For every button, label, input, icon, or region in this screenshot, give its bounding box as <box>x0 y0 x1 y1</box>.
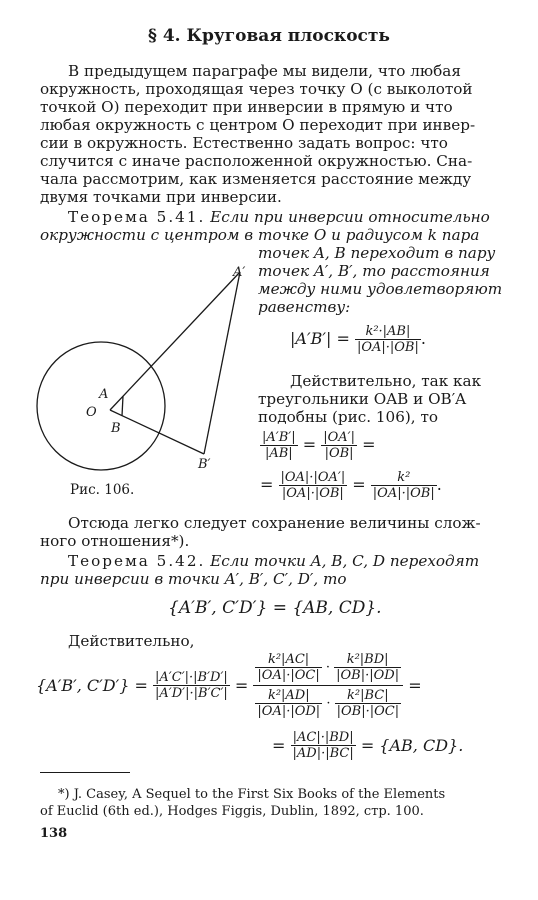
theorem-1-text-3: точек A, B переходит в пару <box>258 244 496 262</box>
figure-106-caption: Рис. 106. <box>70 482 135 498</box>
formula-1-end: . <box>420 329 426 348</box>
intro-line-5: сии в окружность. Естественно задать вопрос: что <box>40 134 448 152</box>
theorem-1-text-6: равенству: <box>258 298 351 316</box>
formula-cross-ratio-invariance: {A′B′, C′D′} = {AB, CD}. <box>168 598 382 618</box>
theorem-2-first-line <box>68 552 479 570</box>
formula-3-b-num: k²|BD| <box>334 652 401 668</box>
ray-o-a <box>110 272 240 410</box>
proof-1-eq-4: = <box>352 475 366 494</box>
theorem-2-label: Теорема 5.42. <box>68 552 206 570</box>
formula-cross-ratio-expansion <box>36 652 422 719</box>
proof-1-eq-2: = <box>362 435 376 454</box>
intro-line-8: двумя точками при инверсии. <box>40 188 282 206</box>
inversion-circle <box>37 342 165 470</box>
formula-3-dot-2: · <box>326 696 331 711</box>
proof-1-f3-den: |OA|·|OB| <box>281 486 344 501</box>
formula-3-dot-1: · <box>325 660 330 675</box>
proof-1-f4-num: k² <box>371 470 437 486</box>
conclusion-line-2: ного отношения*). <box>40 532 190 550</box>
proof-1-line-2: треугольники OAB и OB′A <box>258 390 467 408</box>
formula-inversion-distance <box>290 324 426 355</box>
formula-3-d-den: |OB|·|OC| <box>336 704 400 719</box>
proof-1-equation-row-1 <box>260 430 375 461</box>
theorem-1-text-1: Если при инверсии относительно <box>210 208 490 226</box>
theorem-1-first-line <box>68 208 490 226</box>
intro-line-4: любая окружность с центром O переходит при инвер- <box>40 116 476 134</box>
label-o: O <box>86 405 97 420</box>
label-a-prime: A′ <box>233 265 246 280</box>
proof-1-f4-den: |OA|·|OB| <box>372 486 435 501</box>
footnote-rule <box>40 772 130 773</box>
intro-line-2: окружность, проходящая через точку O (с выколотой <box>40 80 473 98</box>
proof-1-eq-1: = <box>302 435 317 454</box>
section-title: § 4. Круговая плоскость <box>148 26 390 46</box>
theorem-2-text-1: Если точки A, B, C, D переходят <box>210 552 480 570</box>
label-a: A <box>99 387 109 402</box>
conclusion-line-1: Отсюда легко следует сохранение величины слож- <box>68 514 481 532</box>
proof-1-f3-num: |OA|·|OA′| <box>280 470 346 485</box>
formula-1-lhs: |A′B′| = <box>290 329 350 348</box>
formula-4-num: |AC|·|BD| <box>291 730 356 746</box>
proof-1-f1-den: |AB| <box>264 446 293 461</box>
proof-1-line-3: подобны (рис. 106), то <box>258 408 438 426</box>
formula-3-b-den: |OB|·|OD| <box>336 668 400 683</box>
formula-1-denominator: |OA|·|OB| <box>356 340 419 355</box>
proof-1-end: . <box>436 475 442 494</box>
intro-line-1: В предыдущем параграфе мы видели, что любая <box>68 62 461 80</box>
proof-1-f2-den: |OB| <box>324 446 354 461</box>
label-b: B <box>111 421 121 436</box>
formula-1-numerator: k²·|AB| <box>355 324 421 340</box>
proof-1-f2-num: |OA′| <box>323 430 355 445</box>
proof-1-equation-row-2 <box>260 470 442 501</box>
formula-3-f-num: |A′C′|·|B′D′| <box>155 670 228 685</box>
formula-3-eq-1: = <box>234 676 249 695</box>
theorem-1-text-5: между ними удовлетворяют <box>258 280 503 298</box>
theorem-1-text-4: точек A′, B′, то расстояния <box>258 262 490 280</box>
segment-a1-b1 <box>204 272 240 454</box>
formula-3-c-den: |OA|·|OD| <box>257 704 321 719</box>
figure-106 <box>30 258 255 480</box>
formula-3-a-num: k²|AC| <box>255 652 321 668</box>
formula-4-den: |AD|·|BC| <box>292 746 354 761</box>
formula-4-rhs: = {AB, CD}. <box>360 736 464 755</box>
proof-2-intro: Действительно, <box>68 632 195 650</box>
label-b-prime: B′ <box>198 457 211 472</box>
formula-cross-ratio-result <box>272 730 463 761</box>
formula-3-lhs: {A′B′, C′D′} = <box>36 676 148 695</box>
intro-line-6: случится с иначе расположенной окружностью. Сна- <box>40 152 473 170</box>
proof-1-line-1: Действительно, так как <box>290 372 482 390</box>
formula-4-eq: = <box>272 736 286 755</box>
intro-line-3: точкой O) переходит при инверсии в прямую и что <box>40 98 453 116</box>
theorem-2-text-2: при инверсии в точки A′, B′, C′, D′, то <box>40 570 347 588</box>
intro-line-7: чала рассмотрим, как изменяется расстояние между <box>40 170 472 188</box>
formula-3-d-num: k²|BC| <box>335 688 401 704</box>
proof-1-eq-3: = <box>260 475 274 494</box>
theorem-1-text-2: окружности с центром в точке O и радиусом k пара <box>40 226 480 244</box>
formula-3-c-num: k²|AD| <box>255 688 322 704</box>
footnote-line-2: of Euclid (6th ed.), Hodges Figgis, Dublin, 1892, стр. 100. <box>40 804 424 819</box>
page-number: 138 <box>40 826 68 841</box>
proof-1-f1-num: |A′B′| <box>262 430 296 445</box>
theorem-1-label: Теорема 5.41. <box>68 208 206 226</box>
ray-o-b <box>110 410 204 454</box>
segment-a-b <box>122 396 123 416</box>
formula-3-f-den: |A′D′|·|B′C′| <box>155 686 228 701</box>
formula-3-eq-2: = <box>408 676 422 695</box>
footnote-line-1: *) J. Casey, A Sequel to the First Six Books of the Elements <box>58 787 446 802</box>
formula-3-a-den: |OA|·|OC| <box>257 668 320 683</box>
